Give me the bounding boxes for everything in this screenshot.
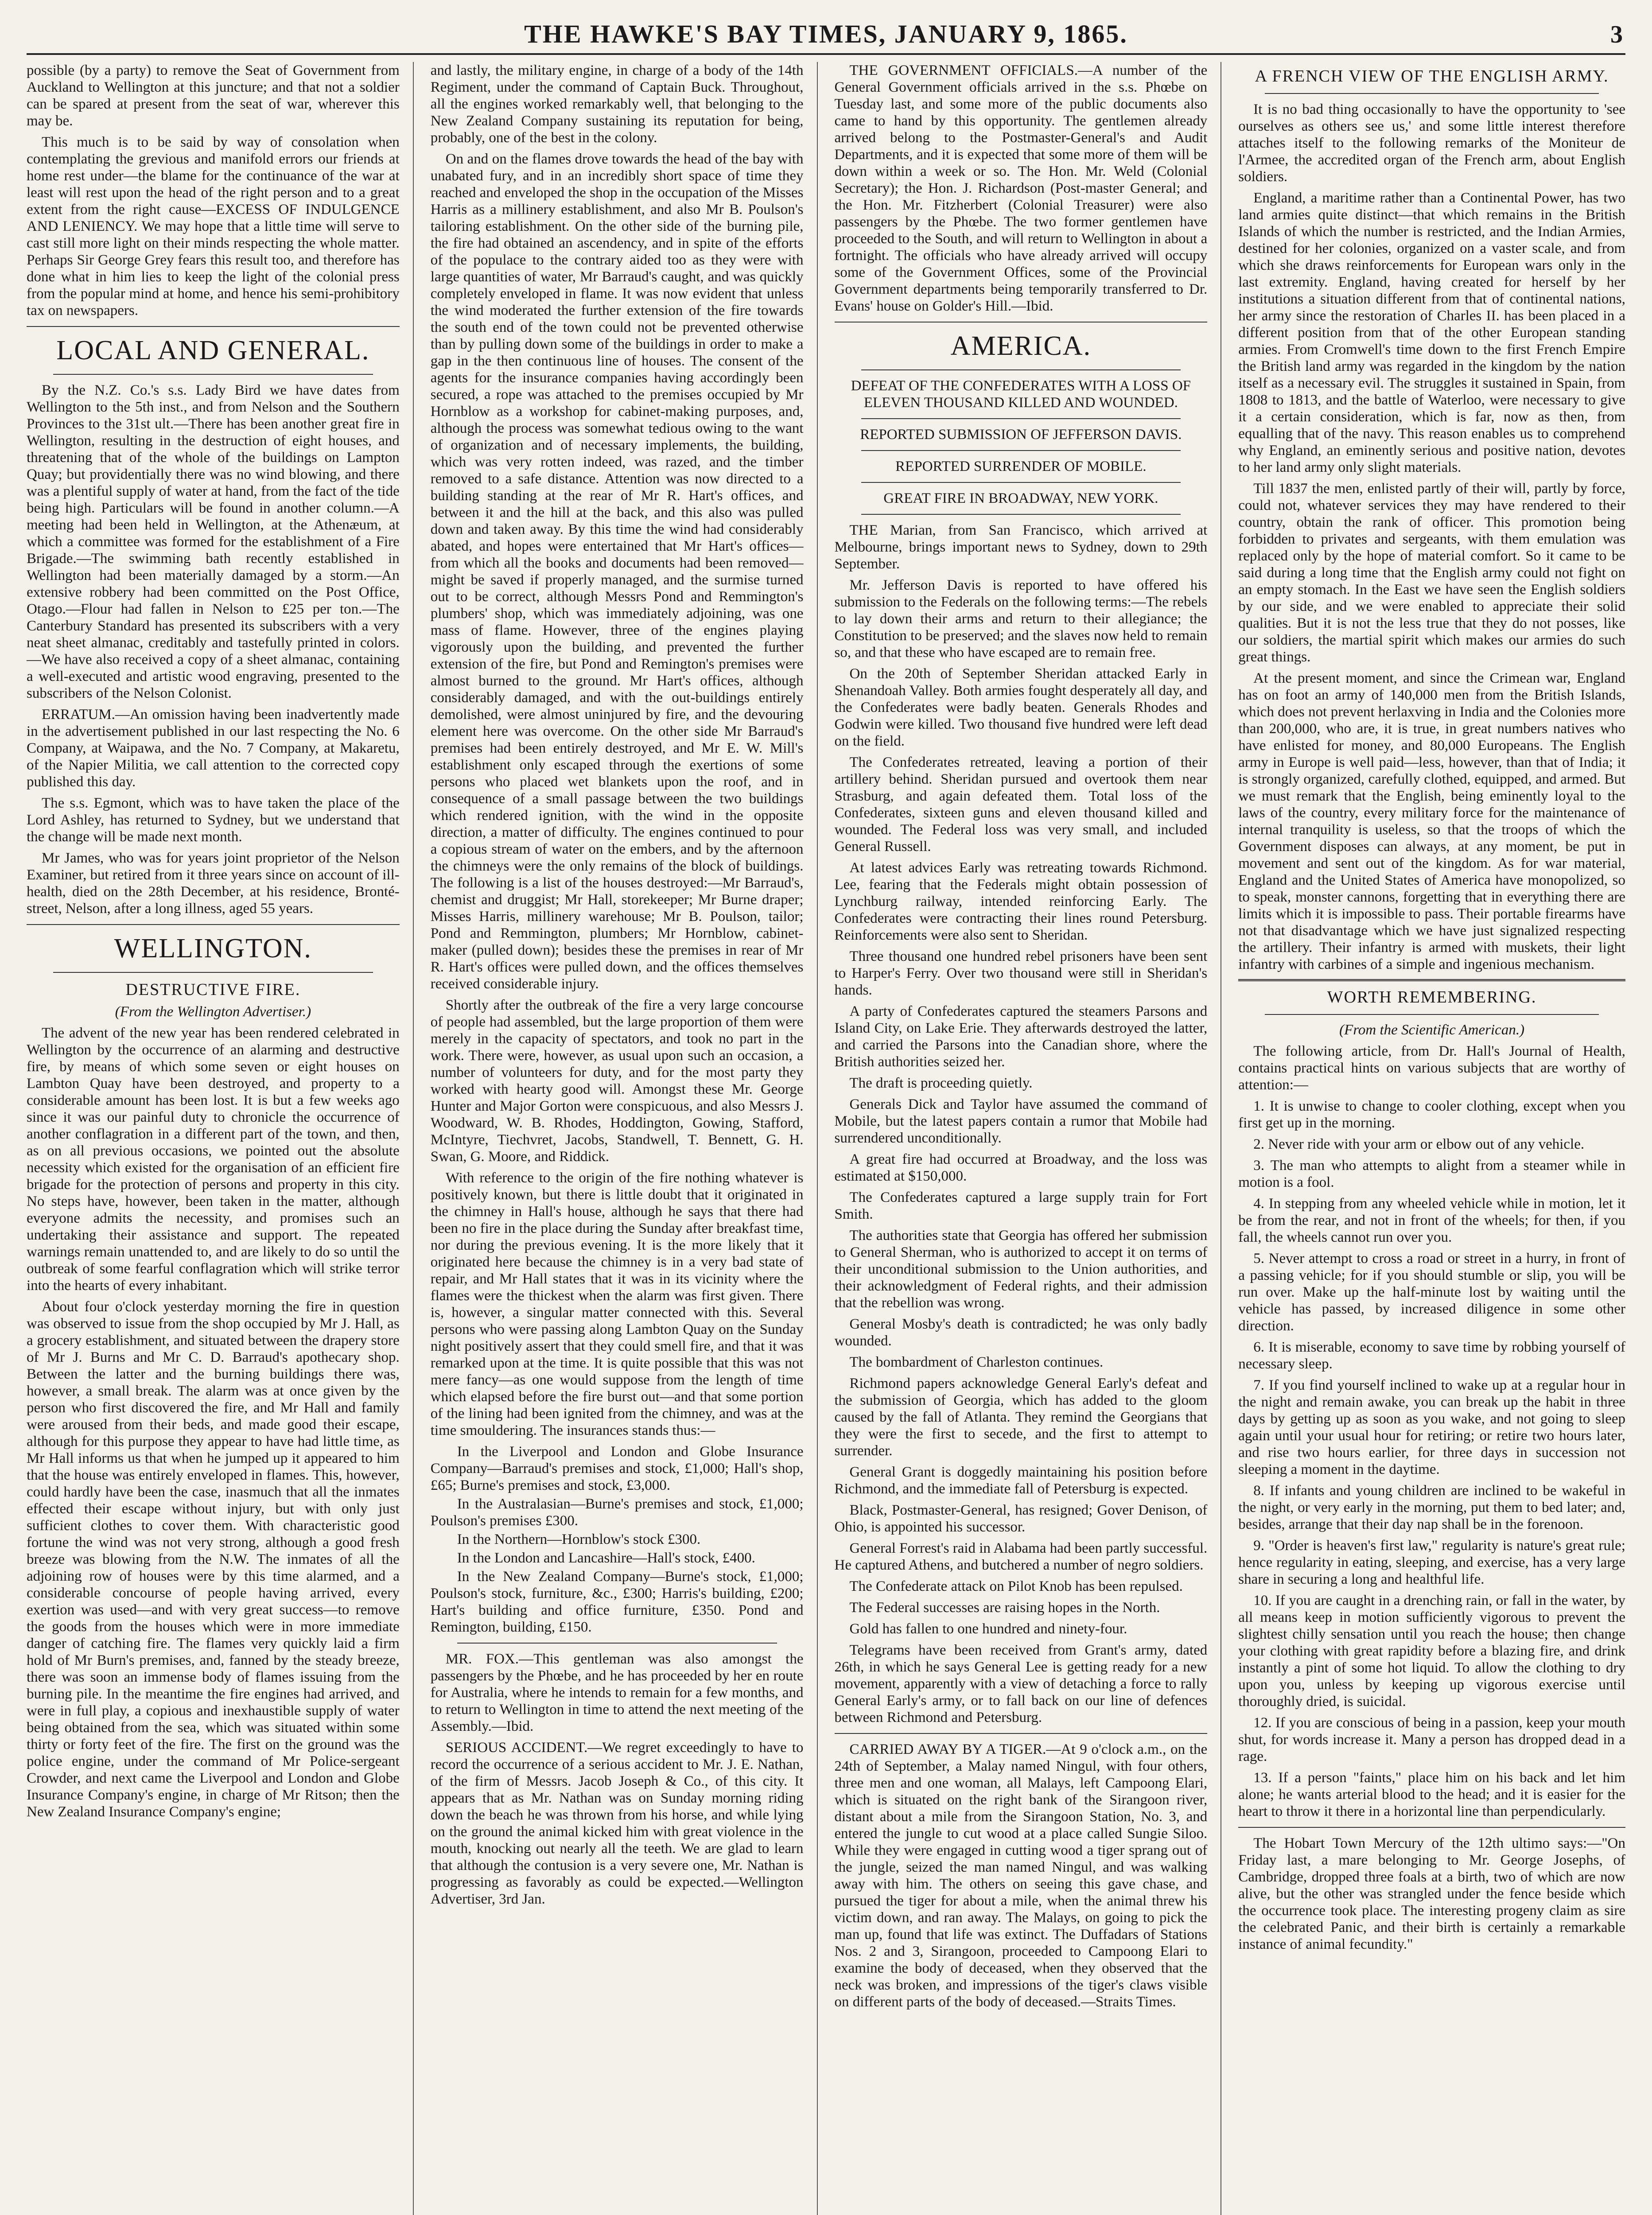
divider: [835, 1733, 1208, 1734]
insurance-entry: In the London and Lancashire—Hall's stock, £400.: [457, 1550, 755, 1566]
news-item: THE GOVERNMENT OFFICIALS.—A number of the General Government officials arrived in the s.s. Phœbe on Tuesday last, and some more of the public documents also came to hand by this opportunity. The gentlemen already arrived belong to the Postmaster-General's and Audit Departments, and it is expected that some more of them will be down within a week or so. The Hon. Mr. Weld (Colonial Secretary); the Hon. J. Richardson (Post-master General; and the Hon. Mr. Fitzherbert (Colonial Treasurer) were also passengers by the Phœbe. The two former gentlemen have proceeded to the South, and will return to Wellington in about a fortnight. The officials who have already arrived will occupy some of the Government Offices, some of the Provincial Government departments being temporarily transferred to Dr. Evans' house on Golder's Hill.—Ibid.: [834, 62, 1208, 314]
page-number: 3: [1610, 21, 1623, 48]
article-text: Black, Postmaster-General, has resigned; Gover Denison, of Ohio, is appointed his successor.: [834, 1502, 1208, 1535]
column-4: [1238, 62, 1625, 2215]
masthead: [27, 12, 1625, 55]
news-item: Mr James, who was for years joint proprietor of the Nelson Examiner, but retired from it three years since on account of ill-health, died on the 28th December, at his residence, Bronté-street, Nelson, after a long illness, aged 55 years.: [27, 850, 400, 917]
article-text: General Mosby's death is contradicted; he was only badly wounded.: [834, 1316, 1208, 1349]
article-heading-destructive-fire: DESTRUCTIVE FIRE.: [125, 980, 301, 999]
list-item: 2. Never ride with your arm or elbow out of any vehicle.: [1253, 1136, 1585, 1152]
list-item: 8. If infants and young children are inclined to be wakeful in the night, or very early in the morning, put them to bed later; and, besides, arrange that their day nap shall be in the forenoon.: [1238, 1483, 1625, 1532]
article-text: General Forrest's raid in Alabama had been partly successful. He captured Athens, and butchered a number of negro soldiers.: [834, 1540, 1208, 1573]
article-text: possible (by a party) to remove the Seat of Government from Auckland to Wellington at this juncture; and that not a soldier can be spared at present from the seat of war, wherever this may be.: [27, 62, 400, 129]
news-item: SERIOUS ACCIDENT.—We regret exceedingly to have to record the occurrence of a serious accident to Mr. J. E. Nathan, of the firm of Messrs. Jacob Joseph & Co., of this city. It appears that as Mr. Nathan was on Sunday morning riding down the beach he was thrown from his horse, and while lying on the ground the animal kicked him with great violence in the mouth, knocking out nearly all the teeth. We are glad to learn that although the contusion is a very severe one, Mr. Nathan is progressing as favorably as could be expected.—Wellington Advertiser, 3rd Jan.: [430, 1740, 804, 1907]
article-text: Telegrams have been received from Grant's army, dated 26th, in which he says General Lee is getting ready for a new movement, apparently with a view of detaching a force to rally General Early's army, or to fall back on our line of defences between Richmond and Petersburg.: [834, 1642, 1208, 1725]
article-text: The following article, from Dr. Hall's Journal of Health, contains practical hints on various subjects that are worthy of attention:—: [1238, 1043, 1625, 1093]
insurance-entry: In the New Zealand Company—Burne's stock, £1,000; Poulson's stock, furniture, &c., £300; Harris's building, £200; Hart's building and office furniture, £350. Pond and Remington, building, £150.: [430, 1569, 804, 1635]
article-text: The bombardment of Charleston continues.: [849, 1354, 1104, 1370]
article-source: (From the Scientific American.): [1339, 1022, 1525, 1038]
article-text: This much is to be said by way of consolation when contemplating the grevious and manifold errors our friends at home rest under—the blame for the continuance of the war at least will rest upon the head of the right person and to a great extent from the right cause—EXCESS OF INDULGENCE AND LENIENCY. We may hope that a little time will serve to cast still more light on their minds respecting the whole matter. Perhaps Sir George Grey fears this result too, and therefore has done what in him lies to keep the light of the colonial press from the popular mind at home, and hence his semi-prohibitory tax on newspapers.: [27, 134, 400, 319]
divider: [457, 1643, 777, 1644]
column-3: [835, 62, 1222, 2215]
divider: [861, 450, 1181, 451]
article-text: About four o'clock yesterday morning the fire in question was observed to issue from the shop occupied by Mr J. Hall, as a grocery establishment, and situated between the drapery store of Mr J. Burns and Mr C. D. Barraud's apothecary shop. Between the latter and the burning buildings there was, however, a small break. The alarm was at once given by the person who first discovered the fire, and Mr Hall and family were aroused from their beds, and made good their escape, although for this purpose they appear to have had little time, as Mr Hall informs us that when he jumped up it appeared to him that the house was entirely enveloped in flames. This, however, could hardly have been the case, inasmuch that all the inmates effected their escape without injury, but with only just sufficient clothes to cover them. With characteristic good fortune the wind was not very strong, although a good fresh breeze was blowing from the N.W. The inmates of all the adjoining row of houses were by this time alarmed, and a considerable concourse of people having arrived, every exertion was used—and with very great success—to remove the goods from the houses which were in more immediate danger of catching fire. The flames very quickly laid a firm hold of Mr Burn's premises, and, fanned by the steady breeze, there was soon an immense body of flames issuing from the burning pile. In the meantime the fire engines had arrived, and were in full play, a copious and inexhaustible supply of water being obtained from the sea, which was situated within some thirty or forty feet of the fire. The first on the ground was the police engine, under the command of Mr Police-sergeant Crowder, and next came the Liverpool and London and Globe Insurance Company's engine, in charge of Mr Ritson; then the New Zealand Insurance Company's engine;: [27, 1299, 400, 1820]
article-subheading: REPORTED SUBMISSION OF JEFFERSON DAVIS.: [860, 427, 1182, 443]
divider: [861, 514, 1181, 515]
article-text: Gold has fallen to one hundred and ninety-four.: [849, 1621, 1127, 1637]
divider: [835, 322, 1208, 323]
insurance-entry: In the Australasian—Burne's premises and stock, £1,000; Poulson's premises £300.: [430, 1496, 804, 1529]
divider: [861, 369, 1181, 370]
article-text: On and on the flames drove towards the head of the bay with unabated fury, and in an incredibly short space of time they reached and enveloped the shop in the occupation of the Misses Harris as a millinery establishment, and also Mr B. Poulson's tailoring establishment. On the other side of the burning pile, the fire had obtained an ascendency, and in spite of the efforts of the populace to the contrary aided too as they were with large quantities of water, Mr Barraud's caught, and was quickly completely enveloped in flame. It was now evident that unless the wind moderated the further extension of the fire towards the south end of the town could not be prevented otherwise than by pulling down some of the buildings in order to make a gap in the then continuous line of houses. The consent of the agents for the insurance companies having accordingly been secured, a rope was attached to the premises occupied by Mr Hornblow as a workshop for cabinet-making purposes, and, although the process was somewhat tedious owing to the want of organization and of necessary implements, the building, which was very rotten indeed, was razed, and the timber removed to a safe distance. Attention was now directed to a building standing at the rear of Mr R. Hart's offices, and between it and the hill at the back, and this also was pulled down and taken away. By this time the wind had considerably abated, and hopes were entertained that Mr Hart's offices—from which all the books and documents had been removed—might be saved if properly managed, and the surmise turned out to be correct, although Messrs Pond and Remmington's plumbers' shop, which was immediately adjoining, was one mass of flame. However, three of the engines playing vigorously upon the building, and prevented the further extension of the fire, but Pond and Remington's premises were almost burned to the ground. Mr Hart's offices, although considerably damaged, and with the out-buildings entirely demolished, were almost uninjured by fire, and the devouring element here was overcome. On the other side Mr Barraud's premises had been entirely destroyed, and Mr E. W. Mill's establishment only escaped through the exertions of some persons who placed wet blankets upon the roof, and in consequence of a small passage between the two buildings which rendered ignition, with the wind in the opposite direction, a matter of difficulty. The engines continued to pour a copious stream of water on the embers, and by the afternoon the chimneys were the only remains of the block of buildings. The following is a list of the houses destroyed:—Mr Barraud's, chemist and druggist; Mr Hall, storekeeper; Mr Burne draper; Misses Harris, millinery warehouse; Mr B. Poulson, tailor; Pond and Remmington, plumbers; Mr Hornblow, cabinet-maker (pulled down); besides these the premises in rear of Mr R. Hart's offices were pulled down, and the offices themselves received considerable injury.: [430, 151, 804, 992]
article-text: General Grant is doggedly maintaining his position before Richmond, and the immediate fall of Petersburg is expected.: [834, 1464, 1208, 1497]
insurance-entry: In the Northern—Hornblow's stock £300.: [457, 1531, 701, 1547]
list-item: 10. If you are caught in a drenching rain, or fall in the water, by all means keep in motion sufficiently vigorous to prevent the slightest chilly sensation until you reach the house; then change your clothing with great rapidity before a blazing fire, and drink instantly a pint of some hot liquid. To allow the clothing to dry upon you, unless by keeping up vigorous exercise until thoroughly dried, is suicidal.: [1238, 1593, 1625, 1710]
section-heading-wellington: WELLINGTON.: [114, 933, 312, 964]
article-text: The advent of the new year has been rendered celebrated in Wellington by the occurrence of an alarming and destructive fire, by means of which some seven or eight houses on Lambton Quay have been destroyed, and property to a considerable amount has been lost. It is but a few weeks ago since it was our painful duty to chronicle the occurrence of another conflagration in a different part of the town, and then, as on all previous occasions, we pointed out the absolute necessity which existed for the organisation of an efficient fire brigade for the protection of persons and property in this city. No steps have, however, been taken in the matter, although everyone admits the necessity, and promises such an undertaking their assistance and support. The repeated warnings remain unattended to, and are likely to do so until the outbreak of some fearful conflagration which will strike terror into the hearts of every inhabitant.: [27, 1025, 400, 1294]
news-item: The Hobart Town Mercury of the 12th ultimo says:—"On Friday last, a mare belonging to Mr. George Josephs, of Cambridge, dropped three foals at a birth, two of which are now alive, but the other was strangled under the fence beside which the occurrence took place. The interesting progeny claim as sire the celebrated Panic, and their birth is certainly a remarkable instance of animal fecundity.": [1238, 1835, 1625, 1952]
column-2: [431, 62, 818, 2215]
article-text: England, a maritime rather than a Continental Power, has two land armies quite distinct—that which remains in the British Islands of which the number is restricted, and the Indian Armies, destined for her colonies, organized on a vaster scale, and from which she draws reinforcements for European wars only in the last extremity. England, having created for herself by her institutions a situation different from that of continental nations, her army since the restoration of Charles II. has been placed in a different position from that of the other European standing armies. From Cromwell's time down to the first French Empire the British land army was regarded in the kingdom by the nation itself as a necessary evil. The struggles it sustained in Spain, from 1808 to 1813, and the battle of Waterloo, were necessary to give it a certain consideration, which is far, now as then, from equalling that of the navy. This reason enables us to comprehend why England, an eminently serious and positive nation, devotes to her land army only slight materials.: [1238, 190, 1625, 475]
article-text: Shortly after the outbreak of the fire a very large concourse of people had assembled, but the large proportion of them were merely in the capacity of spectators, and took no part in the work. There were, however, as usual upon such an occasion, a number of volunteers for duty, and for the most party they worked with hearty good will. Amongst these Mr. George Hunter and Major Gorton were conspicuous, and also Messrs J. Woodward, W. B. Rhodes, Hoddington, Gowing, Stafford, McIntyre, Tiechvret, Jacobs, Standwell, T. Bennett, G. H. Swan, G. Moore, and Riddick.: [430, 997, 804, 1165]
article-text: Generals Dick and Taylor have assumed the command of Mobile, but the latest papers contain a rumor that Mobile had surrendered unconditionally.: [834, 1096, 1208, 1146]
news-item: By the N.Z. Co.'s s.s. Lady Bird we have dates from Wellington to the 5th inst., and from Nelson and the Southern Provinces to the 31st ult.—There has been another great fire in Wellington, resulting in the destruction of eight houses, and threatening that of the whole of the buildings on Lampton Quay; but providentially there was no wind blowing, and there was a plentiful supply of water at hand, from the fact of the tide being high. Particulars will be found in another column.—A meeting had been held in Wellington, at the Athenæum, at which a committee was formed for the establishment of a Fire Brigade.—The swimming bath recently established in Wellington had been materially damaged by a storm.—An extensive robbery had been committed on the Post Office, Otago.—Flour had fallen in Nelson to £25 per ton.—The Canterbury Standard has presented its subscribers with a very neat sheet almanac, creditably and tastefully printed in colors.—We have also received a copy of a sheet almanac, containing a well-executed and artistic wood engraving, presented to the subscribers of the Nelson Colonist.: [27, 382, 400, 701]
article-text: Three thousand one hundred rebel prisoners have been sent to Harper's Ferry. Over two thousand were still in Sheridan's hands.: [834, 948, 1208, 998]
news-item: CARRIED AWAY BY A TIGER.—At 9 o'clock a.m., on the 24th of September, a Malay named Ningul, with four others, three men and one woman, all Malays, left Campoong Elari, which is situated on the right bank of the Sirangoon river, distant about a mile from the Sirangoon Station, No. 3, and entered the jungle to cut wood at a place called Sungie Siloo. While they were engaged in cutting wood a tiger sprang out of the jungle, seized the man named Ningul, and was walking away with him. The others on seeing this gave chase, and pursued the tiger for about a mile, when the animal threw his victim down, and ran away. The Malays, on going to pick the man up, found that life was extinct. The Duffadars of Stations Nos. 2 and 3, Sirangoon, proceeded to Campoong Elari to examine the body of deceased, when they observed that the neck was broken, and impressions of the tiger's claws visible on different parts of the body of deceased.—Straits Times.: [834, 1741, 1208, 2010]
list-item: 1. It is unwise to change to cooler clothing, except when you first get up in the morning.: [1238, 1098, 1625, 1131]
list-item: 7. If you find yourself inclined to wake up at a regular hour in the night and remain awake, you can break up the habit in three days by getting up as soon as you wake, and not going to sleep again until your usual hour for retiring; or retire two hours later, and rise two hours earlier, for three days in succession not sleeping a moment in the daytime.: [1238, 1377, 1625, 1477]
list-item: 3. The man who attempts to alight from a steamer while in motion is a fool.: [1238, 1158, 1625, 1190]
article-text: Mr. Jefferson Davis is reported to have offered his submission to the Federals on the following terms:—The rebels to lay down their arms and return to their allegiance; the Constitution to be preserved; and the slaves now held to remain so, and that these who have escaped are to remain free.: [834, 577, 1208, 661]
article-heading-french-view: A FRENCH VIEW OF THE ENGLISH ARMY.: [1255, 67, 1609, 85]
section-heading-local-and-general: LOCAL AND GENERAL.: [56, 335, 370, 365]
list-item: 6. It is miserable, economy to save time by robbing yourself of necessary sleep.: [1238, 1339, 1625, 1372]
article-text: and lastly, the military engine, in charge of a body of the 14th Regiment, under the command of Captain Buck. Throughout, all the engines worked remarkably well, that belonging to the New Zealand Company sustaining its reputation for being, probably, one of the best in the colony.: [430, 62, 804, 146]
section-heading-america: AMERICA.: [950, 331, 1092, 361]
divider: [861, 418, 1181, 419]
article-text: Richmond papers acknowledge General Early's defeat and the submission of Georgia, which has added to the gloom caused by the fall of Atlanta. They remind the Georgians that they were the first to secede, and the first to attempt to surrender.: [834, 1376, 1208, 1459]
divider: [1265, 1014, 1599, 1015]
article-text: The Federal successes are raising hopes in the North.: [849, 1600, 1160, 1616]
divider: [27, 924, 400, 925]
columns: [27, 62, 1625, 2215]
article-text: With reference to the origin of the fire nothing whatever is positively known, but there is little doubt that it originated in the chimney in Hall's house, although he says that there had been no fire in the place during the Sunday after breakfast time, nor during the previous evening. It is the more likely that it originated here because the chimney is in a very bad state of repair, and Mr Hall states that it was in its vicinity where the flames were the thickest when the alarm was first given. There is, however, a singular matter connected with this. Several persons who were passing along Lambton Quay on the Sunday night positively assert that they could smell fire, and that it was remarked upon at the time. It is quite possible that this was not mere fancy—as one would suppose from the length of time which elapsed before the fire burst out—and that some portion of the lining had been ignited from the chimney, and was at the time smouldering. The insurances stands thus:—: [430, 1170, 804, 1438]
article-heading-worth-remembering: WORTH REMEMBERING.: [1327, 988, 1537, 1006]
article-text: Till 1837 the men, enlisted partly of their will, partly by force, could not, whatever services they may have rendered to their country, obtain the rank of officer. This promotion being forbidden to privates and sergeants, with them emulation was replaced only by the hope of material comfort. So it came to be said during a long time that the English army could not fight on an empty stomach. In the East we have seen the English soldiers by our side, and we were enabled to appreciate their solid qualities. But it is not the less true that they do not posses, like our soldiers, the martial spirit which makes our armies do such great things.: [1238, 481, 1625, 665]
divider: [1265, 93, 1599, 94]
article-text: The authorities state that Georgia has offered her submission to General Sherman, who is authorized to accept it on terms of their unconditional submission to the Union authorities, and their acknowledgment of Federal rights, and their admission that the rebellion was wrong.: [834, 1228, 1208, 1311]
article-text: The Confederates retreated, leaving a portion of their artillery behind. Sheridan pursued and overtook them near Strasburg, and again defeated them. Total loss of the Confederates, sixteen guns and eleven thousand killed and wounded. The Federal loss was very small, and included General Russell.: [834, 754, 1208, 855]
divider: [53, 972, 373, 973]
column-1: [27, 62, 414, 2215]
list-item: 9. "Order is heaven's first law," regularity is nature's great rule; hence regularity in eating, sleeping, and exercise, has a very large share in securing a long and healthful life.: [1238, 1538, 1625, 1587]
divider: [27, 326, 400, 327]
divider: [861, 482, 1181, 483]
list-item: 5. Never attempt to cross a road or street in a hurry, in front of a passing vehicle; for if you should stumble or slip, you will be run over. Make up the half-minute lost by waiting until the vehicle has passed, by increased diligence in some other direction.: [1238, 1251, 1625, 1334]
article-subheading: GREAT FIRE IN BROADWAY, NEW YORK.: [883, 490, 1158, 506]
article-text: A party of Confederates captured the steamers Parsons and Island City, on Lake Erie. They afterwards destroyed the latter, and carried the Parsons into the Canadian shore, where the British authorities seized her.: [834, 1003, 1208, 1070]
article-subheading: REPORTED SURRENDER OF MOBILE.: [895, 459, 1147, 474]
article-text: The draft is proceeding quietly.: [849, 1075, 1033, 1091]
divider: [1238, 979, 1625, 981]
article-text: A great fire had occurred at Broadway, and the loss was estimated at $150,000.: [834, 1151, 1208, 1184]
news-item: MR. FOX.—This gentleman was also amongst the passengers by the Phœbe, and he has proceeded by her en route for Australia, where he intends to remain for a few months, and to return to Wellington in time to attend the next meeting of the Assembly.—Ibid.: [430, 1651, 804, 1734]
article-text: At the present moment, and since the Crimean war, England has on foot an army of 140,000 men from the British Islands, which does not prevent herlaxving in India and the Colonies more than 200,000, who are, it is true, in great numbers natives who have enlisted for money, and 80,000 Europeans. The English army in Europe is well paid—less, however, than that of India; it is strongly organized, carefully clothed, equipped, and armed. But we must remark that the English, being eminently loyal to the laws of the country, every military force for the maintenance of internal tranquility is useless, so that the troops of which the Government disposes can always, at any moment, be put in movement and sent out of the kingdom. As for war material, England and the United States of America have monopolized, so to speak, monster cannons, forgetting that in everything there are limits which it is impossible to pass. Their portable firearms have not that disadvantage which we have just signalized respecting the artillery. Their infantry is armed with muskets, their light infantry with carbines of a simple and ingenious mechanism.: [1238, 670, 1625, 972]
masthead-title: THE HAWKE'S BAY TIMES, JANUARY 9, 1865.: [524, 19, 1128, 48]
article-text: It is no bad thing occasionally to have the opportunity to 'see ourselves as others see us,' and some little interest therefore attaches itself to the following remarks of the Moniteur de l'Armee, the accredited organ of the French arm, about English soldiers.: [1238, 101, 1625, 185]
divider: [1238, 1827, 1625, 1828]
list-item: 13. If a person "faints," place him on his back and let him alone; he wants arterial blood to the head; and it is easier for the heart to throw it there in a horizontal line than perpendicularly.: [1238, 1770, 1625, 1819]
insurance-entry: In the Liverpool and London and Globe Insurance Company—Barraud's premises and stock, £1,000; Hall's shop, £65; Burne's premises and stock, £3,000.: [430, 1444, 804, 1493]
divider: [53, 374, 373, 375]
article-subheading: DEFEAT OF THE CONFEDERATES WITH A LOSS OF ELEVEN THOUSAND KILLED AND WOUNDED.: [851, 378, 1191, 411]
article-text: At latest advices Early was retreating towards Richmond. Lee, fearing that the Federals might obtain possession of Lynchburg railway, intended reinforcing Early. The Confederates were contracting their lines round Petersburg. Reinforcements were also sent to Sheridan.: [834, 860, 1208, 943]
list-item: 4. In stepping from any wheeled vehicle while in motion, let it be from the rear, and not in front of the wheels; for then, if you fall, the wheels cannot run over you.: [1238, 1196, 1625, 1245]
article-text: On the 20th of September Sheridan attacked Early in Shenandoah Valley. Both armies fought desperately all day, and the Confederates were badly beaten. Generals Rhodes and Godwin were killed. Two thousand five hundred were left dead on the field.: [834, 666, 1208, 749]
list-item: 12. If you are conscious of being in a passion, keep your mouth shut, for words increase it. Many a person has dropped dead in a rage.: [1238, 1715, 1625, 1764]
article-text: The Confederate attack on Pilot Knob has been repulsed.: [849, 1578, 1183, 1594]
article-source: (From the Wellington Advertiser.): [115, 1004, 311, 1020]
news-item: ERRATUM.—An omission having been inadvertently made in the advertisement published in our last respecting the No. 6 Company, at Waipawa, and the No. 7 Company, at Makaretu, of the Napier Militia, we call attention to the corrected copy published this day.: [27, 707, 400, 790]
article-text: THE Marian, from San Francisco, which arrived at Melbourne, brings important news to Sydney, down to 29th September.: [834, 522, 1208, 572]
article-text: The Confederates captured a large supply train for Fort Smith.: [834, 1189, 1208, 1222]
news-item: The s.s. Egmont, which was to have taken the place of the Lord Ashley, has returned to Sydney, but we understand that the change will be made next month.: [27, 795, 400, 845]
